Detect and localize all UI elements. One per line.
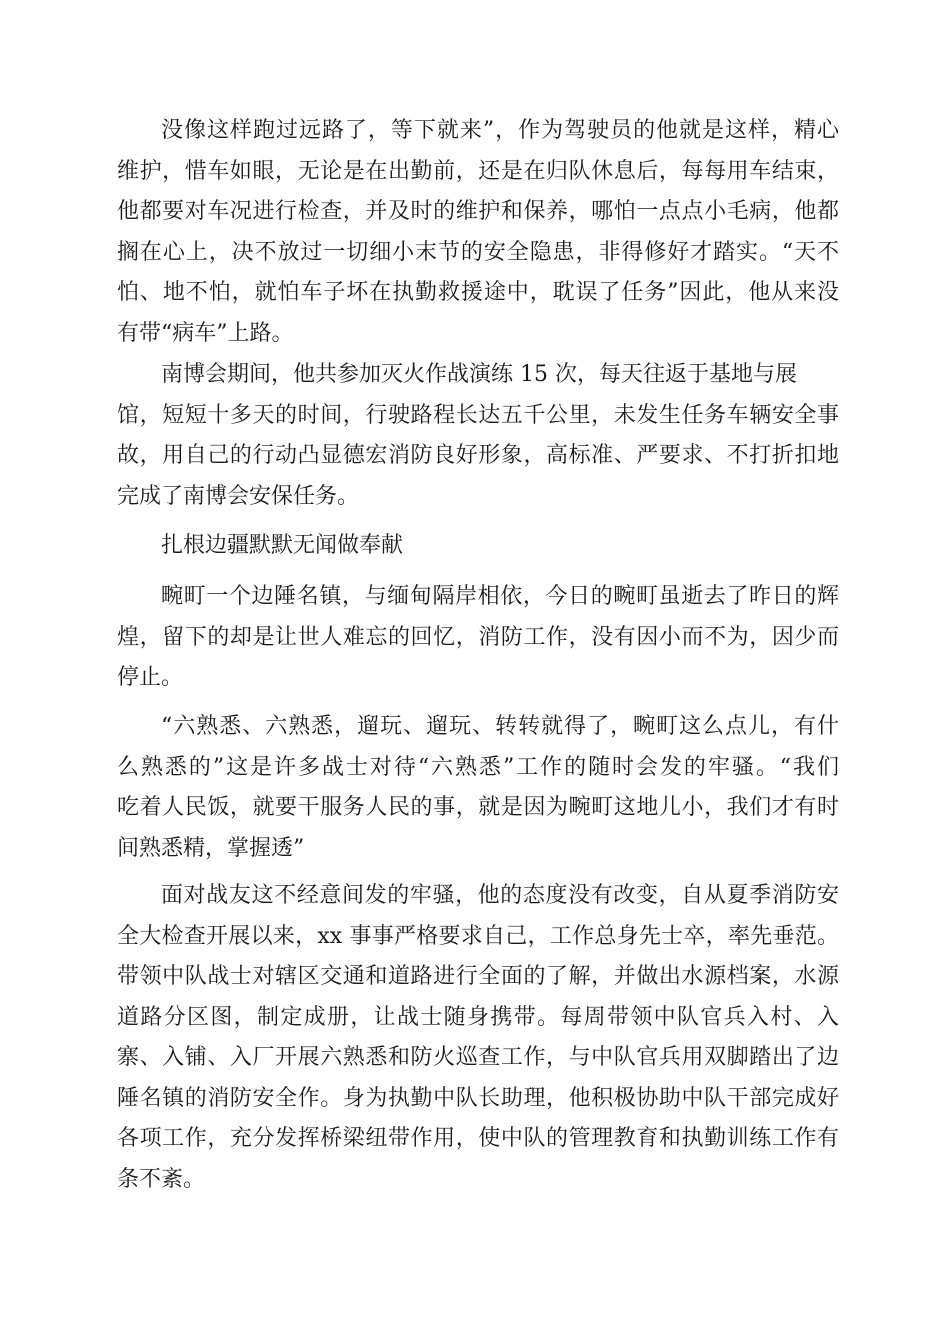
paragraph-line: 全大检查开展以来，xx 事事严格要求自己，工作总身先士卒，率先垂范。 [117, 923, 839, 949]
paragraph-line: 吃着人民饭，就要干服务人民的事，就是因为畹町这地儿小，我们才有时 [117, 795, 839, 820]
paragraph-line: 南博会期间，他共参加灭火作战演练 15 次，每天往返于基地与展 [161, 362, 797, 387]
paragraph-line: 停止。 [117, 665, 184, 690]
paragraph-line: 他都要对车况进行检查，并及时的维护和保养，哪怕一点点小毛病，他都 [117, 199, 839, 224]
paragraph-line: 寨、入铺、入厂开展六熟悉和防火巡查工作，与中队官兵用双脚踏出了边 [117, 1045, 839, 1070]
paragraph-line: 维护，惜车如眼，无论是在出勤前，还是在归队休息后，每每用车结束， [117, 158, 839, 184]
section-heading-text: 扎根边疆默默无闻做奉献 [161, 533, 404, 558]
paragraph-line: 故，用自己的行动凸显德宏消防良好形象，高标准、严要求、不打折扣地 [117, 443, 839, 468]
paragraph-line: 馆，短短十多天的时间，行驶路程长达五千公里，未发生任务车辆安全事 [117, 402, 839, 428]
paragraph-expo-security [117, 355, 839, 517]
paragraph-line: 么熟悉的”这是许多战士对待“六熟悉”工作的随时会发的牢骚。“我们 [117, 754, 839, 780]
paragraph-line: 搁在心上，决不放过一切细小末节的安全隐患，非得修好才踏实。“天不 [117, 239, 839, 265]
paragraph-line: 陲名镇的消防安全作。身为执勤中队长助理，他积极协助中队干部完成好 [117, 1085, 839, 1111]
paragraph-line: 有带“病车”上路。 [117, 320, 294, 346]
paragraph-line: “六熟悉、六熟悉，遛玩、遛玩、转转就得了，畹町这么点儿，有什 [161, 714, 839, 739]
paragraph-line: 道路分区图，制定成册，让战士随身携带。每周带领中队官兵入村、入 [117, 1004, 839, 1030]
paragraph-wanding-town [117, 577, 839, 699]
paragraph-line: 各项工作，充分发挥桥梁纽带作用，使中队的管理教育和执勤训练工作有 [117, 1126, 839, 1151]
paragraph-line: 带领中队战士对辖区交通和道路进行全面的了解，并做出水源档案，水源 [117, 964, 839, 989]
paragraph-line: 条不紊。 [117, 1166, 206, 1192]
paragraph-line: 面对战友这不经意间发的牢骚，他的态度没有改变，自从夏季消防安 [161, 883, 839, 908]
paragraph-line: 怕、地不怕，就怕车子坏在执勤救援途中，耽误了任务”因此，他从来没 [117, 280, 839, 305]
paragraph-line: 没像这样跑过远路了，等下就来”，作为驾驶员的他就是这样，精心 [161, 118, 839, 143]
paragraph-safety-inspection [117, 876, 839, 1200]
paragraph-six-familiar [117, 707, 839, 869]
section-heading [117, 526, 839, 567]
paragraph-line: 间熟悉精，掌握透” [117, 835, 305, 861]
paragraph-line: 完成了南博会安保任务。 [117, 483, 360, 509]
paragraph-line: 煌，留下的却是让世人难忘的回忆，消防工作，没有因小而不为，因少而 [117, 624, 839, 650]
paragraph-line: 畹町一个边陲名镇，与缅甸隔岸相依，今日的畹町虽逝去了昨日的辉 [161, 584, 839, 609]
paragraph-driver-maintenance [117, 111, 839, 354]
